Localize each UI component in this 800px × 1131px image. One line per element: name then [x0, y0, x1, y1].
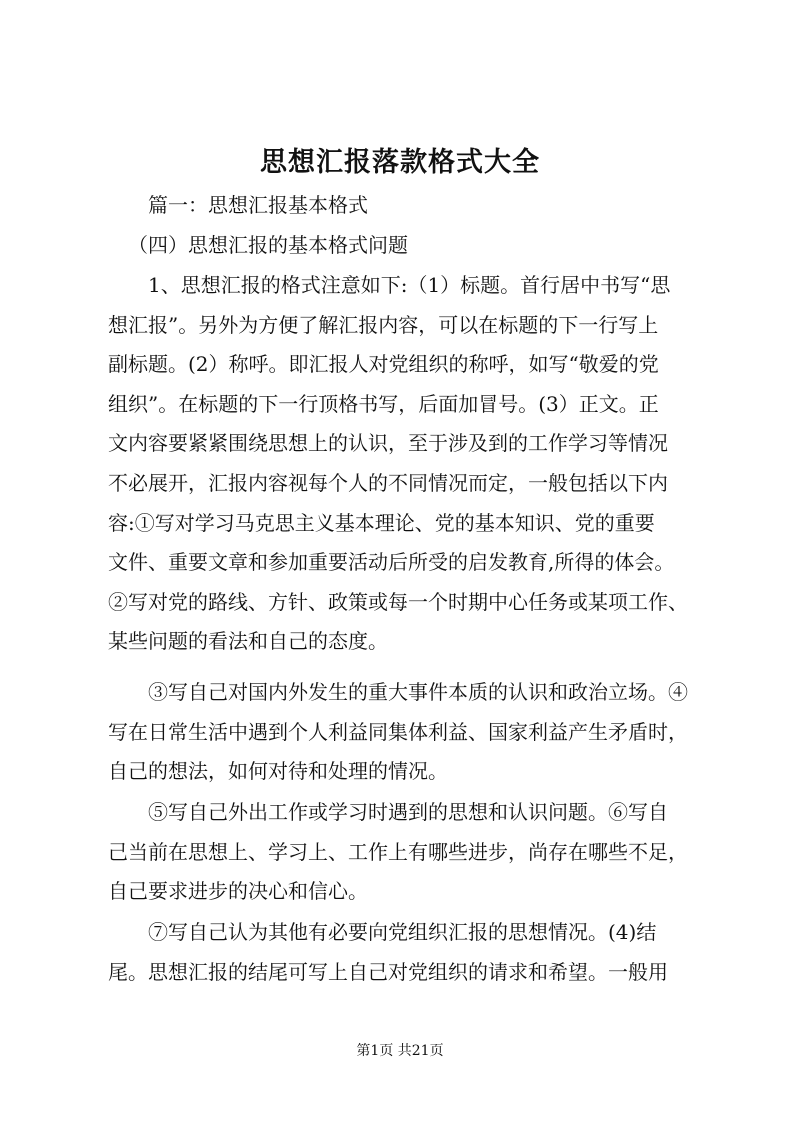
paragraph-line: 副标题。(2）称呼。即汇报人对党组织的称呼，如写“敬爱的党: [108, 352, 659, 377]
paragraph-line: 想汇报”。另外为方便了解汇报内容，可以在标题的下一行写上: [108, 312, 659, 337]
paragraph-line: 文件、重要文章和参加重要活动后所受的启发教育,所得的体会。: [108, 550, 675, 575]
paragraph-line: 1、思想汇报的格式注意如下:（1）标题。首行居中书写“思: [148, 273, 671, 297]
paragraph-line: 自己的想法，如何对待和处理的情况。: [108, 759, 448, 784]
page-number-footer: 第1页 共21页: [356, 1043, 444, 1059]
paragraph-line: 文内容要紧紧围绕思想上的认识，至于涉及到的工作学习等情况: [108, 431, 668, 456]
paragraph-line: 尾。思想汇报的结尾可写上自己对党组织的请求和希望。一般用: [108, 959, 668, 984]
paragraph-line: ⑦写自己认为其他有必要向党组织汇报的思想情况。(4)结: [148, 920, 657, 944]
paragraph-line: 写在日常生活中遇到个人利益同集体利益、国家利益产生矛盾时，: [108, 719, 688, 744]
body-paragraph: [108, 793, 708, 912]
paragraph-line: 不必展开，汇报内容视每个人的不同情况而定，一般包括以下内: [108, 470, 668, 495]
paragraph-line: 自己要求进步的决心和信心。: [108, 879, 368, 904]
subsection-heading: （四）思想汇报的基本格式问题: [128, 233, 408, 257]
paragraph-line: 组织”。在标题的下一行顶格书写，后面加冒号。(3）正文。正: [108, 391, 659, 416]
paragraph-line: ②写对党的路线、方针、政策或每一个时期中心任务或某项工作、: [108, 589, 688, 614]
body-paragraph: [108, 266, 708, 662]
document-title: 思想汇报落款格式大全: [260, 147, 540, 178]
body-paragraph: [108, 673, 708, 792]
paragraph-line: 容:①写对学习马克思主义基本理论、党的基本知识、党的重要: [108, 510, 655, 535]
paragraph-line: 己当前在思想上、学习上、工作上有哪些进步，尚存在哪些不足，: [108, 839, 688, 864]
paragraph-line: ⑤写自己外出工作或学习时遇到的思想和认识问题。⑥写自: [148, 800, 668, 824]
paragraph-line: 某些问题的看法和自己的态度。: [108, 629, 388, 654]
paragraph-line: ③写自己对国内外发生的重大事件本质的认识和政治立场。④: [148, 680, 688, 704]
body-paragraph: [108, 913, 708, 992]
section-heading: 篇一：思想汇报基本格式: [148, 193, 368, 217]
